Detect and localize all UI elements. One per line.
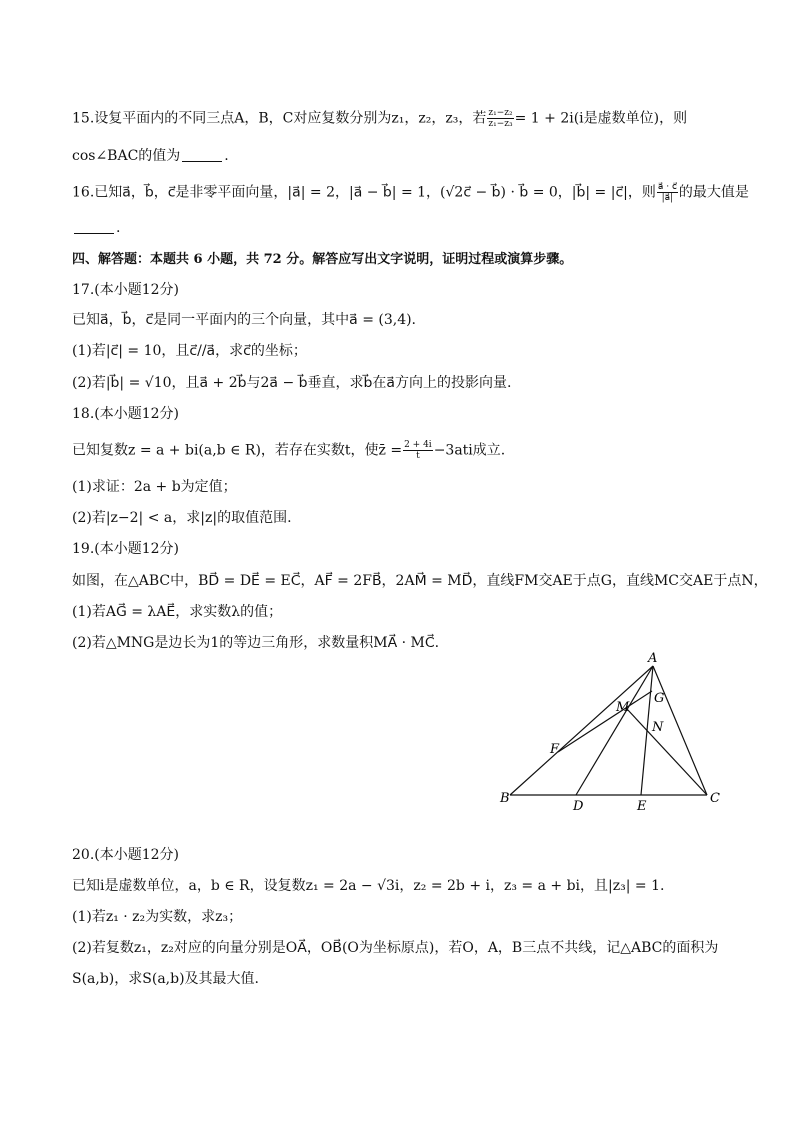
label-a: A (648, 651, 658, 666)
q19-part2: (2)若△MNG是边长为1的等边三角形，求数量积MA⃗ · MC⃗. (72, 635, 440, 651)
segment-ad (576, 666, 653, 795)
q16-text-post: 的最大值是 (678, 184, 749, 201)
label-g: G (654, 691, 665, 706)
q15-line1 (72, 108, 687, 129)
section-heading: 四、解答题：本题共 6 小题，共 72 分。解答应写出文字说明，证明过程或演算步骤。 (72, 252, 573, 267)
q16-frac-den: |a⃗| (661, 193, 674, 203)
label-b: B (500, 791, 510, 806)
q18-stem-post: −3ati成立. (433, 442, 506, 459)
q20-part2: (2)若复数z₁，z₂对应的向量分别是OA⃗，OB⃗(O为坐标原点)，若O，A，B三点不共线，记△ABC的面积为 (72, 940, 719, 956)
q15-fraction (487, 108, 513, 129)
label-c: C (710, 791, 720, 806)
label-d: D (573, 799, 584, 814)
label-f: F (550, 742, 560, 757)
q19-stem: 如图，在△ABC中，BD⃗ = DE⃗ = EC⃗，AF⃗ = 2FB⃗，2AM⃗ = MD⃗，直线FM交AE于点G，直线MC交AE于点N， (72, 573, 768, 589)
q17-part1: (1)若|c⃗| = 10，且c⃗//a⃗，求c⃗的坐标； (72, 343, 307, 359)
q19-part1: (1)若AG⃗ = λAE⃗，求实数λ的值； (72, 604, 283, 620)
q15-text-post: = 1 + 2i(i是虚数单位)，则 (514, 110, 688, 127)
q17-header: 17.(本小题12分) (72, 282, 180, 298)
q20-part2-cont: S(a,b)，求S(a,b)及其最大值. (72, 971, 259, 987)
q20-part1: (1)若z₁ · z₂为实数，求z₃； (72, 909, 243, 925)
q15-text: 15.设复平面内的不同三点A，B，C对应复数分别为z₁，z₂，z₃，若 (72, 110, 487, 127)
label-e: E (637, 799, 647, 814)
q18-part2: (2)若|z−2| < a，求|z|的取值范围. (72, 510, 292, 526)
q18-stem (72, 440, 505, 461)
q18-fraction (403, 440, 433, 461)
q16-line1 (72, 182, 749, 203)
segment-mc (627, 709, 707, 795)
q15-ask: cos∠BAC的值为 (72, 148, 181, 164)
q17-stem: 已知a⃗，b⃗，c⃗是同一平面内的三个向量，其中a⃗ = (3,4). (72, 312, 417, 328)
q16-fraction (657, 182, 678, 203)
q16-text: 16.已知a⃗，b⃗，c⃗是非零平面向量，|a⃗| = 2，|a⃗ − b⃗| = 1，(√2c⃗ − b⃗) · b⃗ = 0，|b⃗| = |c⃗|，则 (72, 184, 656, 201)
q18-frac-num: 2 + 4i (404, 440, 432, 450)
q20-header: 20.(本小题12分) (72, 847, 180, 863)
q17-part2: (2)若|b⃗| = √10，且a⃗ + 2b⃗与2a⃗ − b⃗垂直，求b⃗在a⃗方向上的投影向量. (72, 375, 512, 391)
q19-header: 19.(本小题12分) (72, 541, 180, 557)
answer-blank[interactable] (74, 219, 114, 234)
triangle-figure (490, 650, 730, 820)
label-n: N (652, 720, 664, 735)
answer-blank[interactable] (182, 147, 222, 162)
q18-stem-pre: 已知复数z = a + bi(a,b ∈ R)，若存在实数t，使z̄ = (72, 442, 403, 459)
q15-period: . (224, 148, 229, 164)
q16-frac-num: a⃗ · c⃗ (657, 182, 677, 192)
q18-header: 18.(本小题12分) (72, 406, 180, 422)
q15-frac-num: z₁−z₂ (488, 108, 513, 118)
q15-line2 (72, 146, 229, 166)
q16-period: . (116, 220, 121, 236)
q16-line2 (72, 218, 120, 238)
label-m: M (616, 700, 630, 715)
q18-frac-den: t (416, 451, 420, 461)
q20-stem: 已知i是虚数单位，a，b ∈ R，设复数z₁ = 2a − √3i，z₂ = 2b + i，z₃ = a + bi，且|z₃| = 1. (72, 878, 665, 894)
q18-part1: (1)求证：2a + b为定值； (72, 479, 237, 495)
q15-frac-den: z₁−z₃ (488, 119, 513, 129)
segment-ab (510, 666, 653, 795)
